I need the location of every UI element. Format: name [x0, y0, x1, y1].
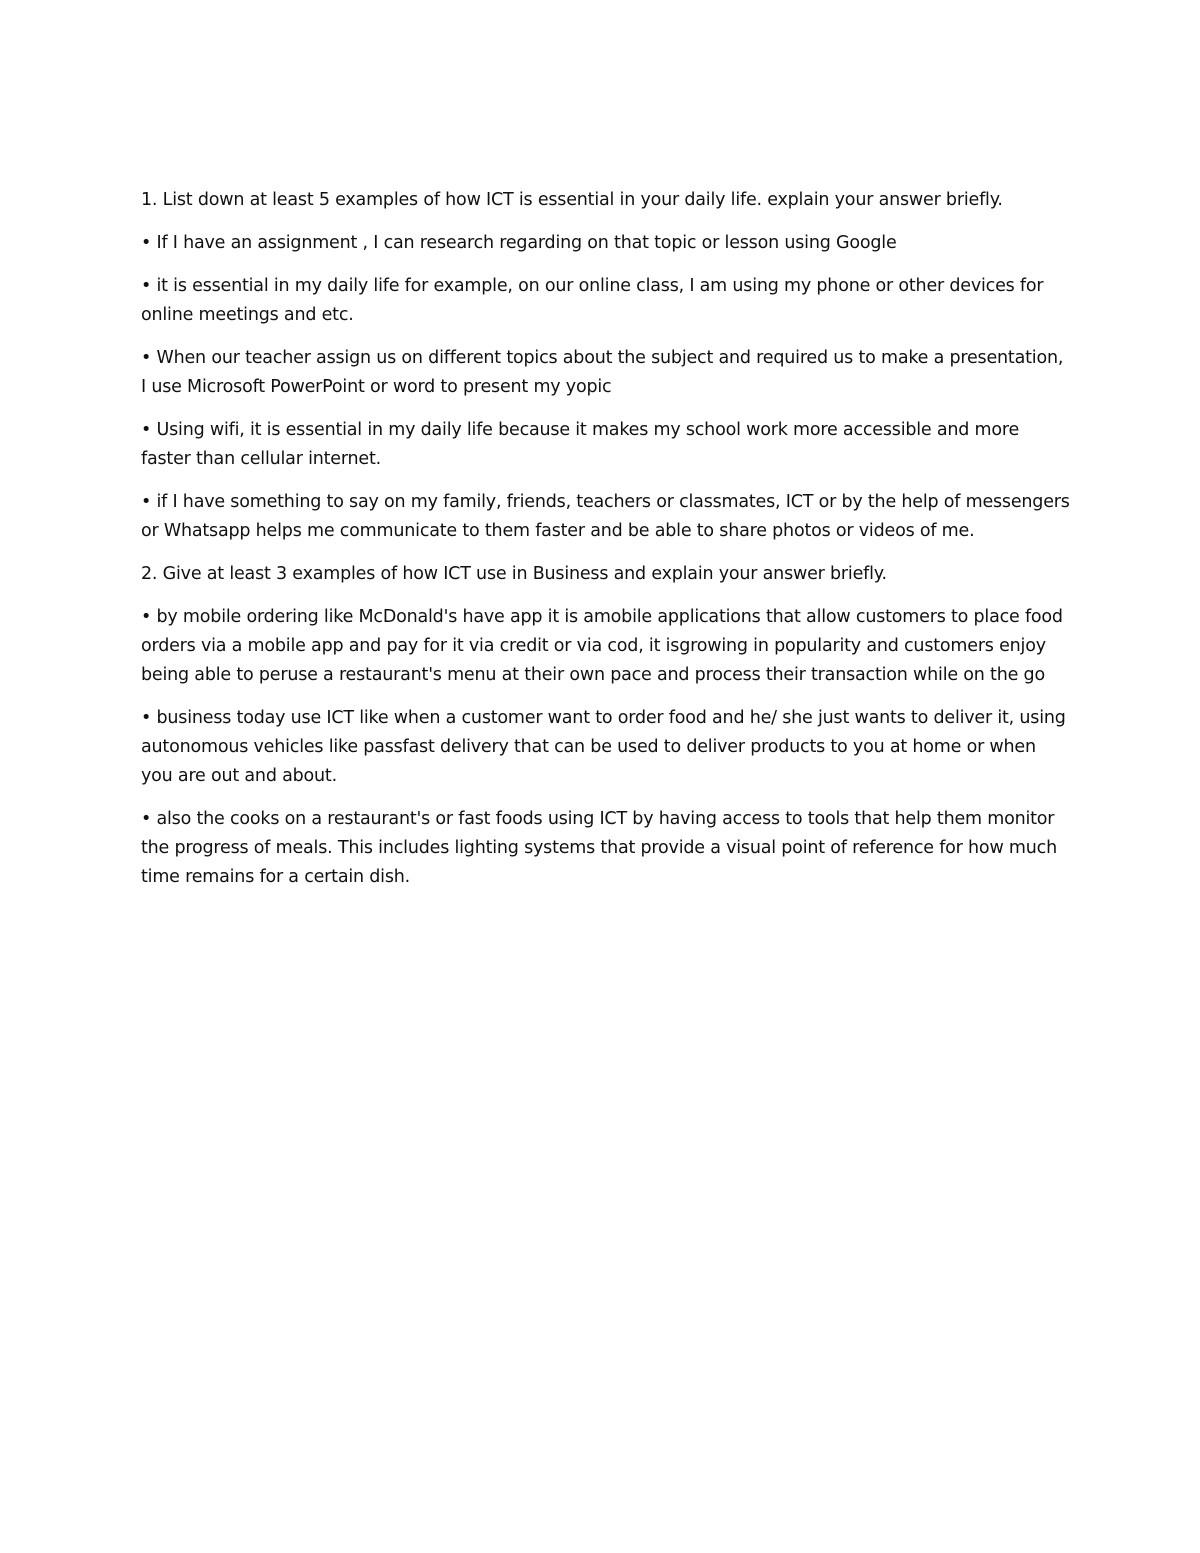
bullet-icon: •	[141, 348, 152, 368]
answer-1-item-5	[141, 488, 1071, 546]
bullet-icon: •	[141, 420, 152, 440]
answer-text: it is essential in my daily life for example, on our online class, I am using my phone or other devices for online meetings and etc.	[141, 276, 1044, 325]
answer-text: by mobile ordering like McDonald's have app it is amobile applications that allow customers to place food orders via a mobile app and pay for it via credit or via cod, it isgrowing in popularity and customers enjoy being able to peruse a restaurant's menu at their own pace and process their transaction while on the go	[141, 607, 1063, 685]
answer-text: business today use ICT like when a customer want to order food and he/ she just wants to deliver it, using autonomous vehicles like passfast delivery that can be used to deliver products to you at home or when you are out and about.	[141, 708, 1066, 786]
answer-text: Using wifi, it is essential in my daily life because it makes my school work more accessible and more faster than cellular internet.	[141, 420, 1020, 469]
bullet-icon: •	[141, 809, 152, 829]
answer-text: When our teacher assign us on different topics about the subject and required us to make a presentation, I use Microsoft PowerPoint or word to present my yopic	[141, 348, 1064, 397]
question-1: 1. List down at least 5 examples of how ICT is essential in your daily life. explain your answer briefly.	[141, 190, 1003, 210]
question-2: 2. Give at least 3 examples of how ICT use in Business and explain your answer briefly.	[141, 564, 887, 584]
answer-2-item-1	[141, 603, 1071, 690]
answer-2-item-2	[141, 704, 1071, 791]
answer-text: also the cooks on a restaurant's or fast foods using ICT by having access to tools that help them monitor the progress of meals. This includes lighting systems that provide a visual point of reference for how much time remains for a certain dish.	[141, 809, 1057, 887]
answer-text: if I have something to say on my family, friends, teachers or classmates, ICT or by the help of messengers or Whatsapp helps me communicate to them faster and be able to share photos or videos of me.	[141, 492, 1070, 541]
answer-1-item-2	[141, 272, 1071, 330]
bullet-icon: •	[141, 708, 152, 728]
bullet-icon: •	[141, 276, 152, 296]
answer-1-item-3	[141, 344, 1071, 402]
bullet-icon: •	[141, 233, 152, 253]
bullet-icon: •	[141, 607, 152, 627]
answer-2-item-3	[141, 805, 1071, 892]
answer-text: If I have an assignment , I can research regarding on that topic or lesson using Google	[156, 233, 897, 253]
answer-1-item-4	[141, 416, 1071, 474]
answer-1-item-1	[141, 229, 1071, 258]
document-body	[141, 186, 1071, 906]
bullet-icon: •	[141, 492, 152, 512]
